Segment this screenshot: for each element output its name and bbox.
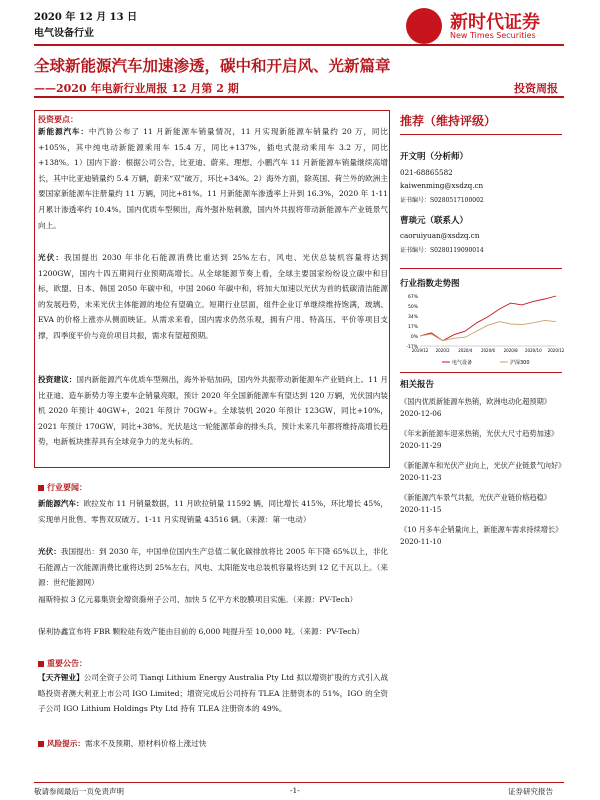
sidebar-divider: [400, 268, 562, 269]
x-tick-label: 2020/8: [503, 348, 518, 353]
footer-divider: [34, 782, 564, 783]
analyst-1-email[interactable]: kaiwenming@xsdzq.cn: [400, 181, 484, 190]
news-pv-label: 光伏：: [38, 547, 61, 556]
pv-paragraph: [38, 250, 388, 344]
y-tick-label: 34%: [407, 315, 418, 320]
sidebar-divider: [400, 372, 562, 373]
section-marker-icon: [38, 485, 44, 491]
report-type: 投资周报: [514, 82, 558, 95]
announcements-heading: 重要公告：: [38, 658, 87, 669]
series-line-电气设备: [420, 296, 556, 341]
logo-en: New Times Securities: [450, 31, 536, 40]
logo-cn: 新时代证券: [450, 12, 540, 33]
company-logo: [406, 8, 442, 44]
risk-heading: 风险提示：: [47, 739, 85, 748]
sidebar-divider: [400, 134, 562, 135]
chart-title: 行业指数走势图: [400, 279, 460, 289]
footer-disclaimer: 敬请参阅最后一页免责声明: [34, 787, 124, 796]
rating: 推荐（维持评级）: [400, 114, 497, 128]
analyst-1-cert: 证书编号：S0280517100002: [400, 197, 484, 204]
advice-label: 投资建议：: [38, 375, 77, 384]
risk-text: 需求不及预期、原材料价格上涨过快: [84, 739, 207, 748]
nev-paragraph: [38, 124, 388, 233]
nev-text: 中汽协公布了 11 月新能源车销量情况，11 月实现新能源车销量约 20 万，同比+105%，其中纯电动新能源乘用车 15.4 万，同比+137%，插电式混动乘用车 3.2 万，同比+138%。1）国内下游：根据公司公告，比亚迪、蔚来、理想、小鹏汽车 11 月新能源车销量继续高增长，其中比亚迪销量约 5.4 万辆，蔚来“双”破万，环比+34%。2）海外方面，除英国、荷兰外的欧洲主要国家新能源车注册量约 11 万辆，同比+81%。11 月新能源车渗透率上升到 16.3%，2020 年 1-11 月累计渗透率约 10.4%。国内优质车型频出，海外强补贴刺激，国内外共振将带动新能源车产业链景气向上。: [38, 127, 389, 230]
y-tick-label: 0%: [410, 335, 418, 340]
industry-news-heading: 行业要闻：: [38, 482, 87, 493]
related-report-item[interactable]: 《新能源车和光伏产业向上，光伏产业链景气向好》2020-11-23: [400, 461, 566, 482]
risk-notice: [38, 736, 388, 752]
y-tick-label: -17%: [406, 345, 418, 350]
footer-report-type: 证券研究报告: [508, 787, 553, 796]
analyst-2-email[interactable]: caoruiyuan@xsdzq.cn: [400, 231, 480, 240]
investment-points-heading: 投资要点：: [38, 114, 78, 124]
x-tick-label: 2020/10: [525, 348, 542, 353]
x-tick-label: 2020/4: [458, 348, 473, 353]
related-report-item[interactable]: 《年末新能源车迎来热销，光伏大尺寸趋势加速》2020-11-29: [400, 429, 559, 450]
nev-label: 新能源汽车：: [38, 127, 89, 136]
y-tick-label: 67%: [407, 295, 418, 300]
announcement-company: 【天齐锂业】: [38, 673, 84, 682]
pv-text: 我国提出 2030 年非化石能源消费比重达到 25%左右，风电、光伏总装机容量将达到 1200GW，国内十四五期间行业预期高增长。从全球能源节奏上看，全球主要国家纷纷设立碳中和目标，欧盟、日本、韩国 2050 年碳中和，中国 2060 年碳中和，将加大加速以光伏为首的低碳清洁能源的发展趋势，未来光伏主体能源的地位有望确立。短期行业层面，组件企业订单继续维持饱满，玻璃、EVA 的价格上涨亦从侧面映证。从需求来看，国内需求仍然乐观，拥有户用、特高压、平价等项目支撑，四季度平价与竞价项目共振，需求有望超预期。: [38, 253, 388, 340]
y-tick-label: 17%: [407, 325, 418, 330]
legend-label: 沪深300: [510, 360, 530, 366]
news-fst: 福斯特拟 3 亿元募集资金增资滁州子公司、加快 5 亿平方米胶膜项目实施。（来源：PV-Tech）: [38, 595, 358, 604]
news-pv: 光伏：我国提出：到 2030 年，中国单位国内生产总值二氧化碳排放将比 2005 年下降 65%以上，非化石能源占一次能源消费比重将达到 25%左右，风电、太阳能发电总装机容量将达到 12 亿千瓦以上。（来源：世纪能源网）: [38, 547, 388, 588]
report-title: 全球新能源汽车加速渗透，碳中和开启风、光新篇章: [34, 56, 391, 75]
news-gcl: 保利协鑫宣布将 FBR 颗粒硅有效产能由目前的 6,000 吨提升至 10,000 吨。（来源：PV-Tech）: [38, 627, 365, 636]
industry-label: 电气设备行业: [34, 28, 94, 39]
header-divider: [34, 44, 564, 46]
announcement-tianqi: 【天齐锂业】公司全资子公司 Tianqi Lithium Energy Australia Pty Ltd 拟以增资扩股的方式引入战略投资者澳大利亚上市公司 IGO Limited；增资完成后公司持有 TLEA 注册资本的 51%，IGO 的全资子公司 IGO Lithium Holdings Pty Ltd 持有 TLEA 注册资本的 49%。: [38, 673, 389, 714]
report-subtitle: ——2020 年电新行业周报 12 月第 2 期: [34, 82, 239, 95]
legend-label: 电气设备: [452, 360, 473, 366]
x-tick-label: 2020/6: [480, 348, 496, 353]
related-report-item[interactable]: 《国内优质新能源车热销，欧洲电动化超预期》2020-12-06: [400, 397, 551, 418]
analyst-2-name: 曹琰元（联系人）: [400, 216, 469, 226]
section-marker-icon: [38, 661, 44, 667]
related-report-item[interactable]: 《10 月多车企销量向上，新能源车需求持续增长》2020-11-10: [400, 525, 563, 546]
news-nev-label: 新能源汽车：: [38, 499, 84, 508]
index-chart: [400, 292, 565, 368]
analyst-2-cert: 证书编号：S0280119090014: [400, 247, 484, 254]
report-date: 2020 年 12 月 13 日: [34, 12, 138, 23]
x-tick-label: 2019/12: [411, 348, 429, 353]
series-line-沪深300: [420, 320, 556, 340]
related-report-item[interactable]: 《新能源汽车景气共振，光伏产业链价格趋稳》2020-11-15: [400, 493, 551, 514]
analyst-1-phone: 021-68865582: [400, 168, 453, 177]
pv-label: 光伏：: [38, 253, 64, 262]
title-divider: [34, 96, 564, 98]
related-reports-title: 相关报告: [400, 380, 435, 390]
y-tick-label: 50%: [407, 305, 418, 310]
analyst-1-name: 开文明（分析师）: [400, 152, 469, 162]
advice-paragraph: [38, 372, 388, 450]
section-marker-icon: [38, 741, 44, 747]
news-nev: 新能源汽车：欧拉发布 11 月销量数据，11 月欧拉销量 11592 辆，同比增长 415%，环比增长 45%，实现单月批售、零售双双破万。1-11 月实现销量 43516 辆。（来源：第一电动）: [38, 499, 389, 524]
page-number: -1-: [290, 786, 300, 795]
x-tick-label: 2020/12: [547, 348, 565, 353]
advice-text: 国内新能源汽车优质车型频出，海外补贴加码，国内外共振带动新能源车产业链向上。11 月比亚迪、造车新势力等主要车企销量亮眼，预计 2020 年全国新能源车有望达到 120 万辆，光伏国内装机 2020 年预计 40GW+，2021 年预计 70GW+。全球装机 2020 年预计 123GW，同比+10%，2021 年预计 170GW，同比+38%。光伏是这一轮能源革命的排头兵，预计未来几年都将维持高增长趋势，电新板块推荐具有全球竞争力的龙头标的。: [38, 375, 388, 447]
x-tick-label: 2020/2: [435, 348, 450, 353]
